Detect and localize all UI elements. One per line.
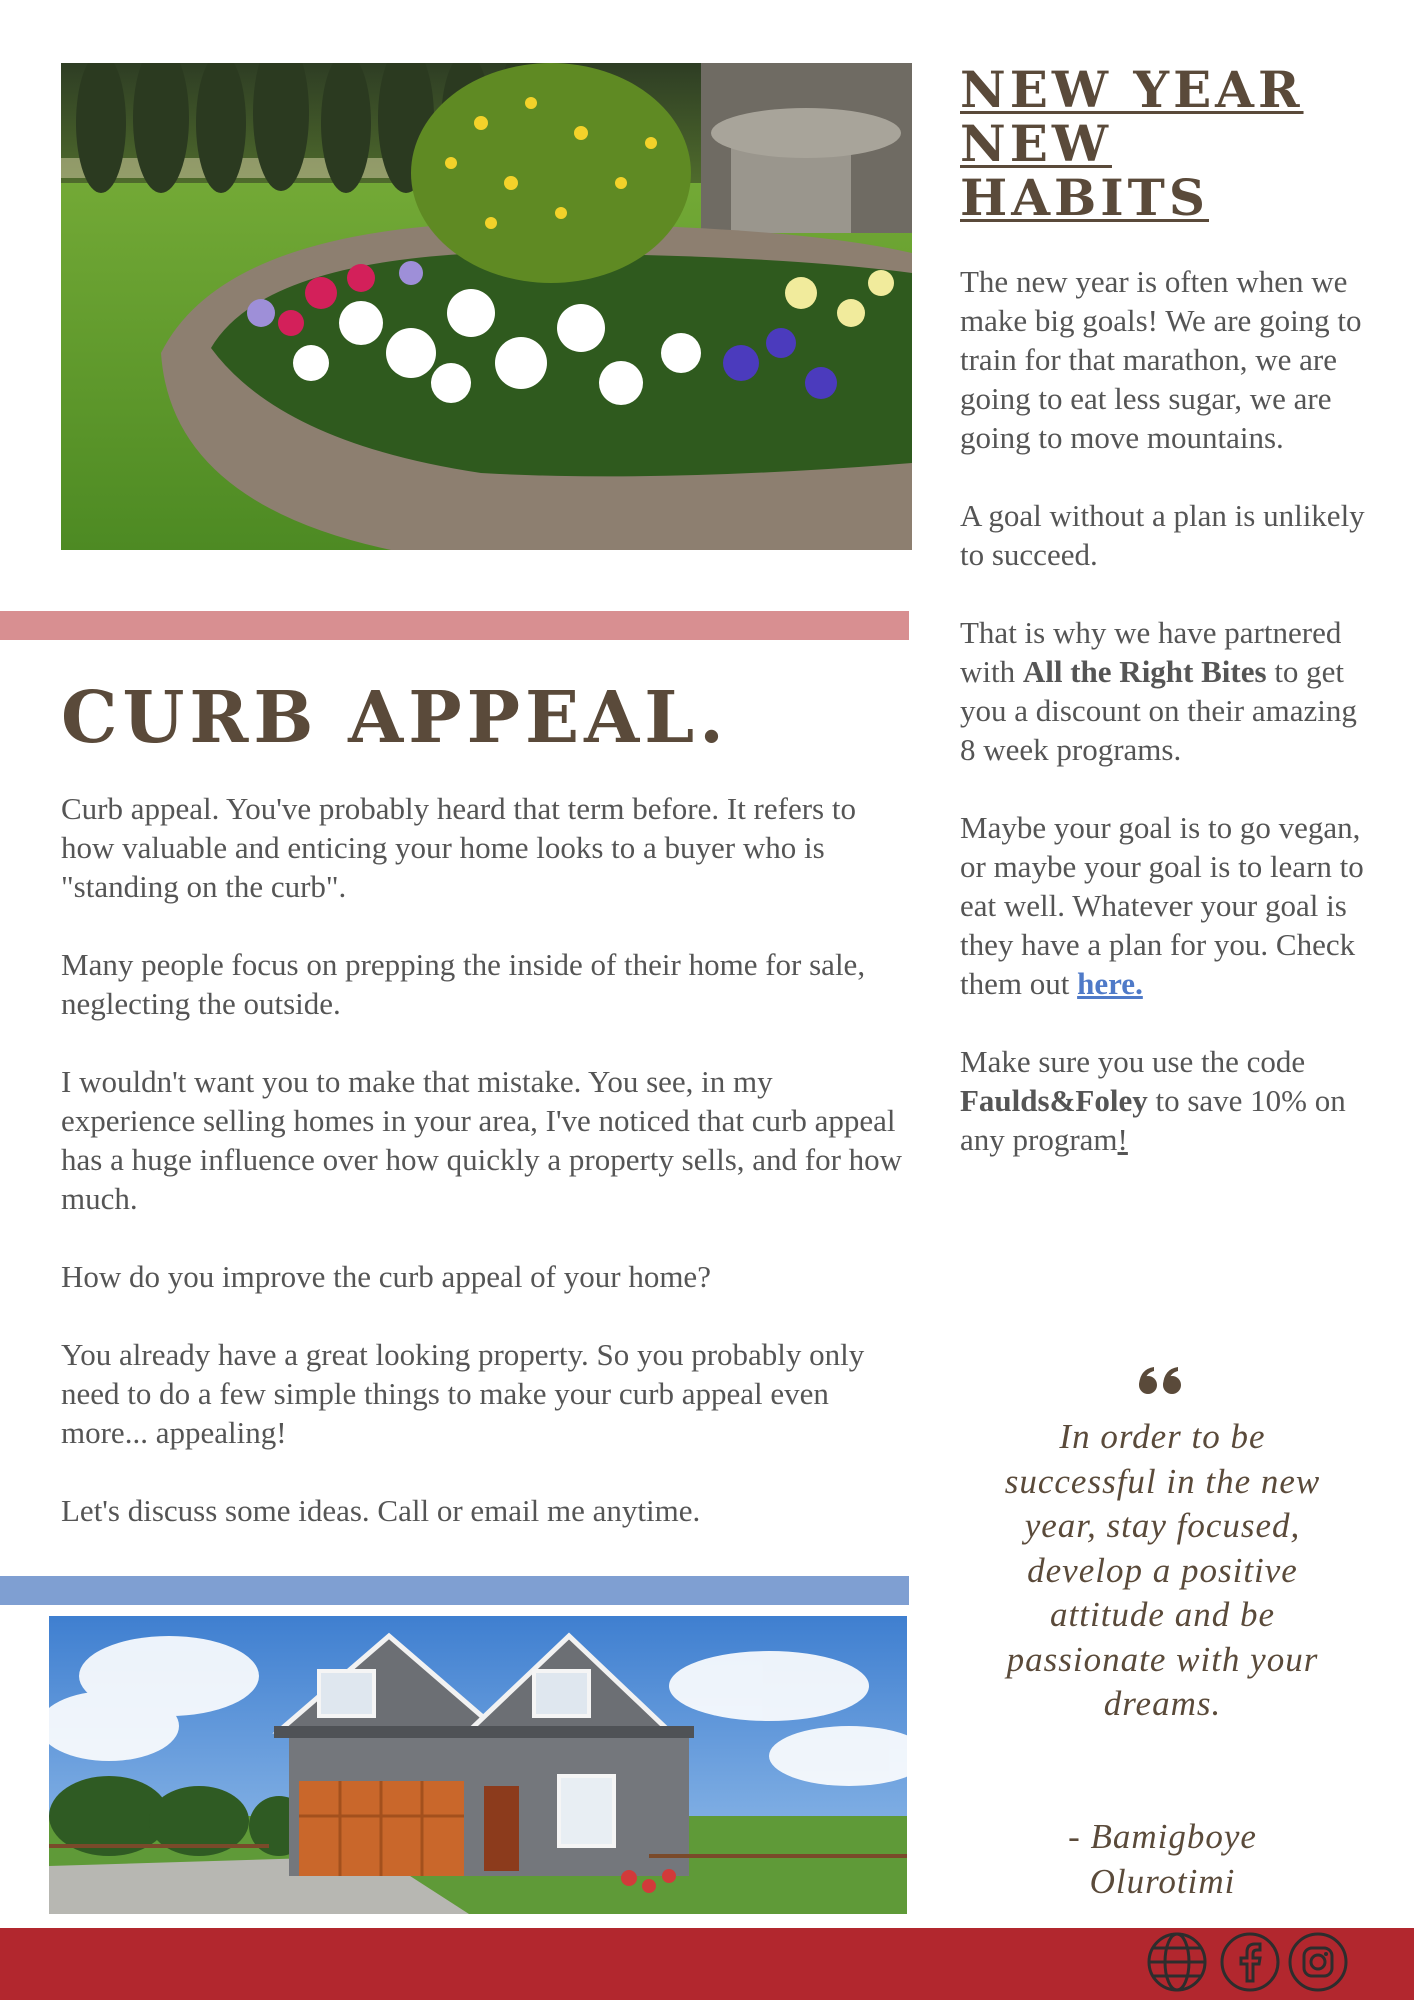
curb-paragraph: I wouldn't want you to make that mistake. You see, in my experience selling homes in your area, I've noticed that curb appeal has a huge influence over how quickly a property sells, and for how much. [61,1064,903,1216]
new-year-habits-body [960,262,1380,1198]
house-exterior-image [49,1616,907,1914]
habits-paragraph [960,613,1380,769]
habits-text: to get you a discount on their amazing 8 week programs. [960,654,1357,767]
globe-icon[interactable] [1146,1931,1208,1993]
habits-paragraph [960,1042,1380,1159]
discount-code: Faulds&Foley [960,1083,1148,1118]
here-link[interactable]: here. [1077,966,1143,1001]
habits-paragraph [960,808,1380,1003]
habits-paragraph: The new year is often when we make big goals! We are going to train for that marathon, we are going to eat less sugar, we are going to move mountains. [960,264,1362,455]
habits-text: Maybe your goal is to go vegan, or maybe your goal is to learn to eat well. Whatever your goal is they have a plan for you. Check them out [960,810,1364,1001]
curb-paragraph: Let's discuss some ideas. Call or email me anytime. [61,1493,701,1528]
habits-text: That is why we have partnered with [960,615,1342,689]
pink-divider-bar [0,611,909,640]
habits-paragraph: A goal without a plan is unlikely to succeed. [960,498,1365,572]
curb-paragraph: How do you improve the curb appeal of your home? [61,1259,711,1294]
new-year-habits-title [960,60,1380,227]
facebook-icon[interactable] [1219,1931,1281,1993]
habits-title-line2: NEW HABITS [960,114,1209,227]
garden-flowerbed-image [61,63,912,550]
habits-text: Make sure you use the code [960,1044,1306,1079]
curb-appeal-title: CURB APPEAL. [61,675,729,759]
curb-paragraph: Curb appeal. You've probably heard that term before. It refers to how valuable and enticing your home looks to a buyer who is "standing on the curb". [61,791,856,904]
partner-name: All the Right Bites [1022,654,1267,689]
quote-author: - Bamigboye Olurotimi [1068,1817,1257,1901]
habits-title-line1: NEW YEAR [960,60,1304,119]
blue-divider-bar [0,1576,909,1605]
curb-paragraph: You already have a great looking property. So you probably only need to do a few simple things to make your curb appeal even more... appealing! [61,1337,865,1450]
curb-appeal-body [61,789,911,1569]
curb-paragraph: Many people focus on prepping the inside of their home for sale, neglecting the outside. [61,947,866,1021]
habits-text: to save 10% on any program [960,1083,1346,1157]
habits-text: ! [1117,1122,1128,1157]
instagram-icon[interactable] [1287,1931,1349,1993]
quote-text: In order to be successful in the new year, stay focused, develop a positive attitude and be passionate with your dreams. [1004,1417,1321,1723]
quote-mark-icon [1110,1355,1210,1405]
